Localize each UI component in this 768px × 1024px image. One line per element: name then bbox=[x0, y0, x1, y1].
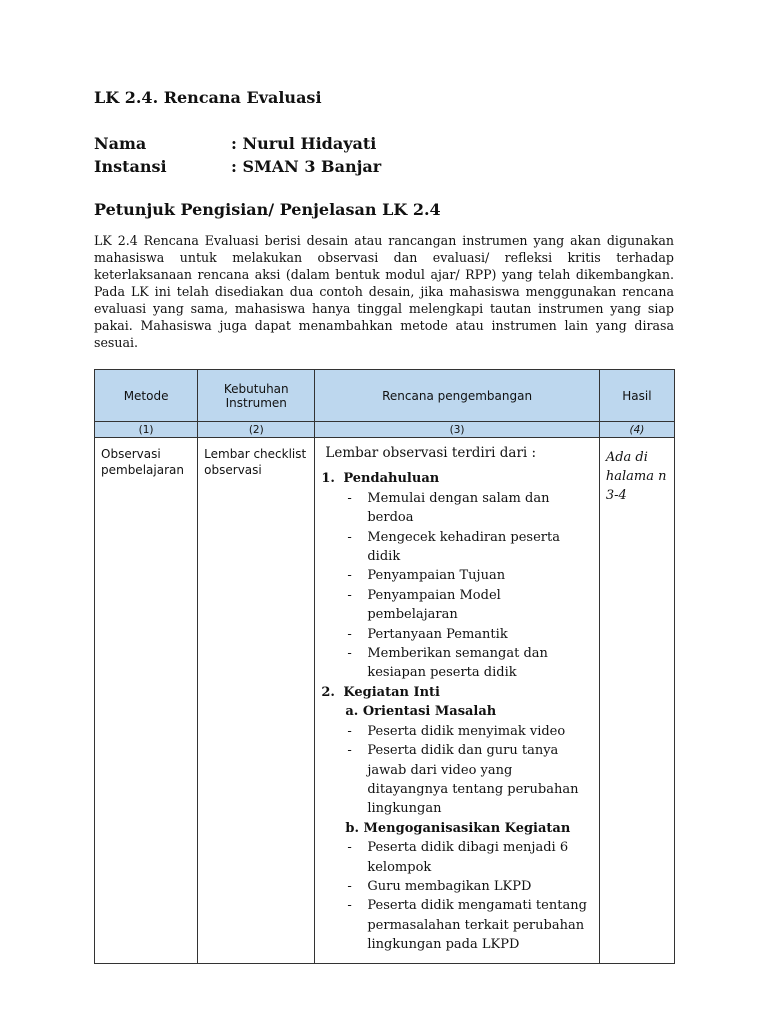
cell-metode bbox=[95, 438, 198, 964]
organisasi-list bbox=[321, 838, 592, 954]
list-item: - Penyampaian Tujuan bbox=[321, 566, 592, 585]
list-item: - Peserta didik menyimak video bbox=[321, 722, 592, 741]
col-number-3: (3) bbox=[315, 422, 599, 438]
evaluation-table bbox=[94, 369, 675, 964]
section-heading: Petunjuk Pengisian/ Penjelasan LK 2.4 bbox=[94, 200, 441, 219]
list-item: - Peserta didik dan guru tanya jawab dari video yang ditayangnya tentang perubahan lingkungan bbox=[321, 741, 592, 819]
col-number-4: (4) bbox=[599, 422, 674, 438]
orientasi-list bbox=[321, 722, 592, 819]
name-value: : Nurul Hidayati bbox=[231, 134, 377, 153]
instructions-paragraph: LK 2.4 Rencana Evaluasi berisi desain atau rancangan instrumen yang akan digunakan mahasiswa untuk melakukan observasi dan evaluasi/ refleksi kritis terhadap keterlaksanaan rencana aksi (dalam bentuk modul ajar/ RPP) yang telah dikembangkan. Pada LK ini telah disediakan dua contoh desain, jika mahasiswa menggunakan rencana evaluasi yang sama, mahasiswa hanya tinggal melengkapi tautan instrumen yang siap pakai. Mahasiswa juga dapat menambahkan metode atau instrumen lain yang dirasa sesuai. bbox=[94, 233, 674, 350]
rencana-content bbox=[321, 444, 592, 955]
hasil-value: Ada di halama n 3-4 bbox=[605, 450, 667, 503]
header-rencana: Rencana pengembangan bbox=[315, 370, 599, 422]
kebutuhan-value: Lembar checklist observasi bbox=[204, 447, 307, 477]
subsection-organisasi: b. Mengoganisasikan Kegiatan bbox=[345, 820, 571, 836]
instansi-field bbox=[94, 157, 674, 176]
list-item: - Memberikan semangat dan kesiapan peserta didik bbox=[321, 644, 592, 683]
cell-kebutuhan bbox=[198, 438, 315, 964]
list-item: - Pertanyaan Pemantik bbox=[321, 625, 592, 644]
section-kegiatan-inti: 2. Kegiatan Inti bbox=[321, 684, 440, 700]
header-kebutuhan: Kebutuhan Instrumen bbox=[198, 370, 315, 422]
list-item: - Guru membagikan LKPD bbox=[321, 877, 592, 896]
col-number-2: (2) bbox=[198, 422, 315, 438]
header-metode: Metode bbox=[95, 370, 198, 422]
list-item: - Peserta didik dibagi menjadi 6 kelompok bbox=[321, 838, 592, 877]
instansi-value: : SMAN 3 Banjar bbox=[231, 157, 382, 176]
list-item: - Mengecek kehadiran peserta didik bbox=[321, 528, 592, 567]
metode-value: Observasi pembelajaran bbox=[101, 447, 184, 477]
list-item: - Peserta didik mengamati tentang permasalahan terkait perubahan lingkungan pada LKPD bbox=[321, 896, 592, 954]
name-field bbox=[94, 134, 674, 153]
subsection-orientasi: a. Orientasi Masalah bbox=[345, 704, 497, 720]
rencana-intro: Lembar observasi terdiri dari : bbox=[325, 445, 537, 461]
cell-rencana bbox=[315, 438, 599, 964]
document-title: LK 2.4. Rencana Evaluasi bbox=[94, 88, 322, 107]
header-hasil: Hasil bbox=[599, 370, 674, 422]
col-number-1: (1) bbox=[95, 422, 198, 438]
section-pendahuluan: 1. Pendahuluan bbox=[321, 471, 440, 487]
cell-hasil bbox=[599, 438, 674, 964]
name-label: Nama bbox=[94, 134, 147, 153]
list-item: - Memulai dengan salam dan berdoa bbox=[321, 489, 592, 528]
list-item: - Penyampaian Model pembelajaran bbox=[321, 586, 592, 625]
instansi-label: Instansi bbox=[94, 157, 167, 176]
pendahuluan-list bbox=[321, 489, 592, 683]
